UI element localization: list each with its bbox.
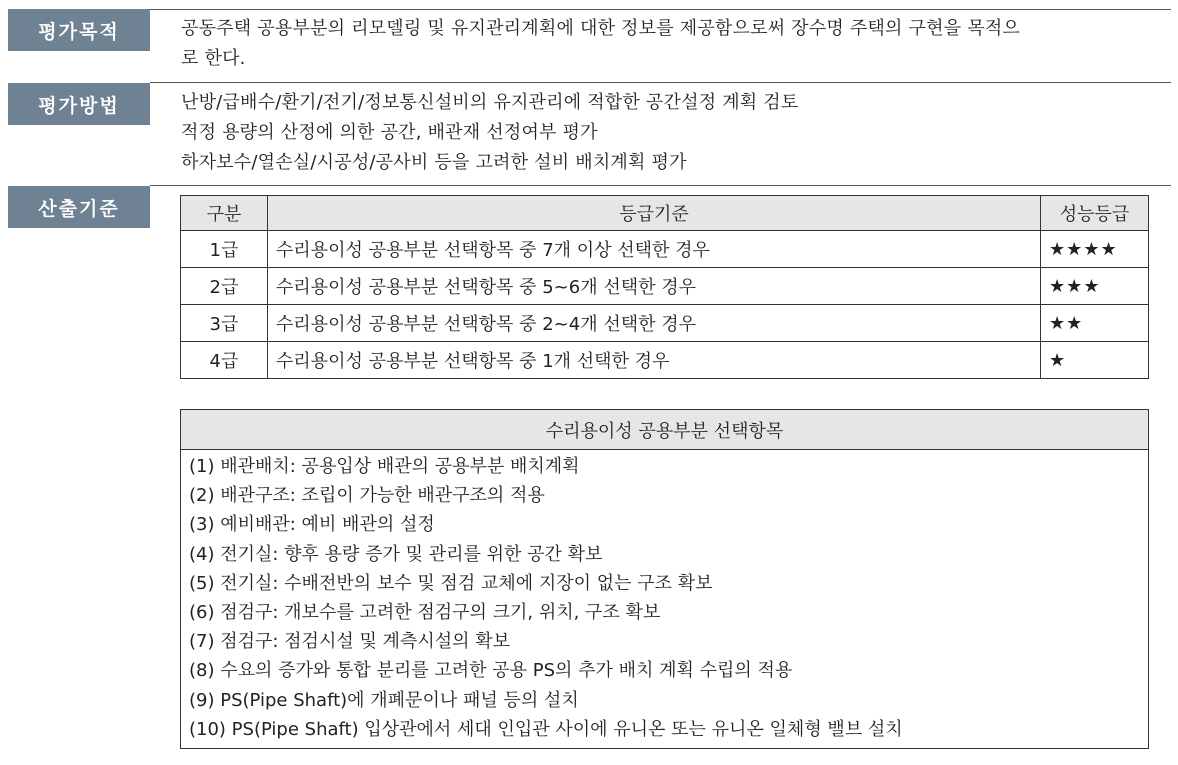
list-item: (3) 예비배관: 예비 배관의 설정: [189, 514, 435, 536]
items-body-row: [181, 450, 1149, 749]
divider-rule: [150, 82, 1171, 83]
grade-cell: 3급: [181, 305, 268, 342]
method-line: 적정 용량의 산정에 의한 공간, 배관재 선정여부 평가: [181, 122, 598, 143]
grade-cell: 4급: [181, 342, 268, 379]
items-title: 수리용이성 공용부분 선택항목: [181, 410, 1149, 450]
table-row: [181, 231, 1149, 268]
criterion-cell: 수리용이성 공용부분 선택항목 중 1개 선택한 경우: [267, 342, 1040, 379]
criterion-cell: 수리용이성 공용부분 선택항목 중 5~6개 선택한 경우: [267, 268, 1040, 305]
method-line: 난방/급배수/환기/전기/정보통신설비의 유지관리에 적합한 공간설정 계획 검토: [181, 92, 799, 113]
list-item: (6) 점검구: 개보수를 고려한 점검구의 크기, 위치, 구조 확보: [189, 602, 661, 624]
list-item: (8) 수요의 증가와 통합 분리를 고려한 공용 PS의 추가 배치 계획 수립의 적용: [189, 660, 793, 682]
star-rating: ★★: [1041, 305, 1149, 342]
purpose-line-2: 로 한다.: [181, 48, 246, 69]
criteria-label: 산출기준: [8, 186, 150, 228]
star-rating: ★★★: [1041, 268, 1149, 305]
star-rating: ★: [1041, 342, 1149, 379]
table-row: [181, 342, 1149, 379]
header-criterion: 등급기준: [267, 196, 1040, 231]
criterion-cell: 수리용이성 공용부분 선택항목 중 2~4개 선택한 경우: [267, 305, 1040, 342]
selection-items-table: [180, 409, 1149, 749]
method-line: 하자보수/열손실/시공성/공사비 등을 고려한 설비 배치계획 평가: [181, 152, 687, 173]
items-list: [181, 450, 1149, 749]
grade-table-header: [181, 196, 1149, 231]
header-rating: 성능등급: [1041, 196, 1149, 231]
list-item: (4) 전기실: 향후 용량 증가 및 관리를 위한 공간 확보: [189, 543, 603, 565]
list-item: (2) 배관구조: 조립이 가능한 배관구조의 적용: [189, 485, 545, 507]
list-item: (10) PS(Pipe Shaft) 입상관에서 세대 인입관 사이에 유니온 또는 유니온 일체형 밸브 설치: [189, 718, 903, 740]
method-label: 평가방법: [8, 83, 150, 125]
grade-cell: 2급: [181, 268, 268, 305]
top-rule: [150, 9, 1171, 10]
method-text: [181, 88, 1160, 178]
list-item: (9) PS(Pipe Shaft)에 개폐문이나 패널 등의 설치: [189, 689, 579, 711]
grade-table: [180, 195, 1149, 379]
table-row: [181, 305, 1149, 342]
list-item: (5) 전기실: 수배전반의 보수 및 점검 교체에 지장이 없는 구조 확보: [189, 572, 713, 594]
star-rating: ★★★★: [1041, 231, 1149, 268]
list-item: (7) 점검구: 점검시설 및 계측시설의 확보: [189, 631, 510, 653]
list-item: (1) 배관배치: 공용입상 배관의 공용부분 배치계획: [189, 456, 580, 477]
items-header-row: [181, 410, 1149, 450]
header-grade: 구분: [181, 196, 268, 231]
purpose-label: 평가목적: [8, 9, 150, 51]
divider-rule: [150, 185, 1171, 186]
table-row: [181, 268, 1149, 305]
grade-cell: 1급: [181, 231, 268, 268]
purpose-line-1: 공동주택 공용부분의 리모델링 및 유지관리계획에 대한 정보를 제공함으로써 장수명 주택의 구현을 목적으: [181, 18, 1021, 39]
purpose-text: [181, 14, 1160, 74]
criterion-cell: 수리용이성 공용부분 선택항목 중 7개 이상 선택한 경우: [267, 231, 1040, 268]
